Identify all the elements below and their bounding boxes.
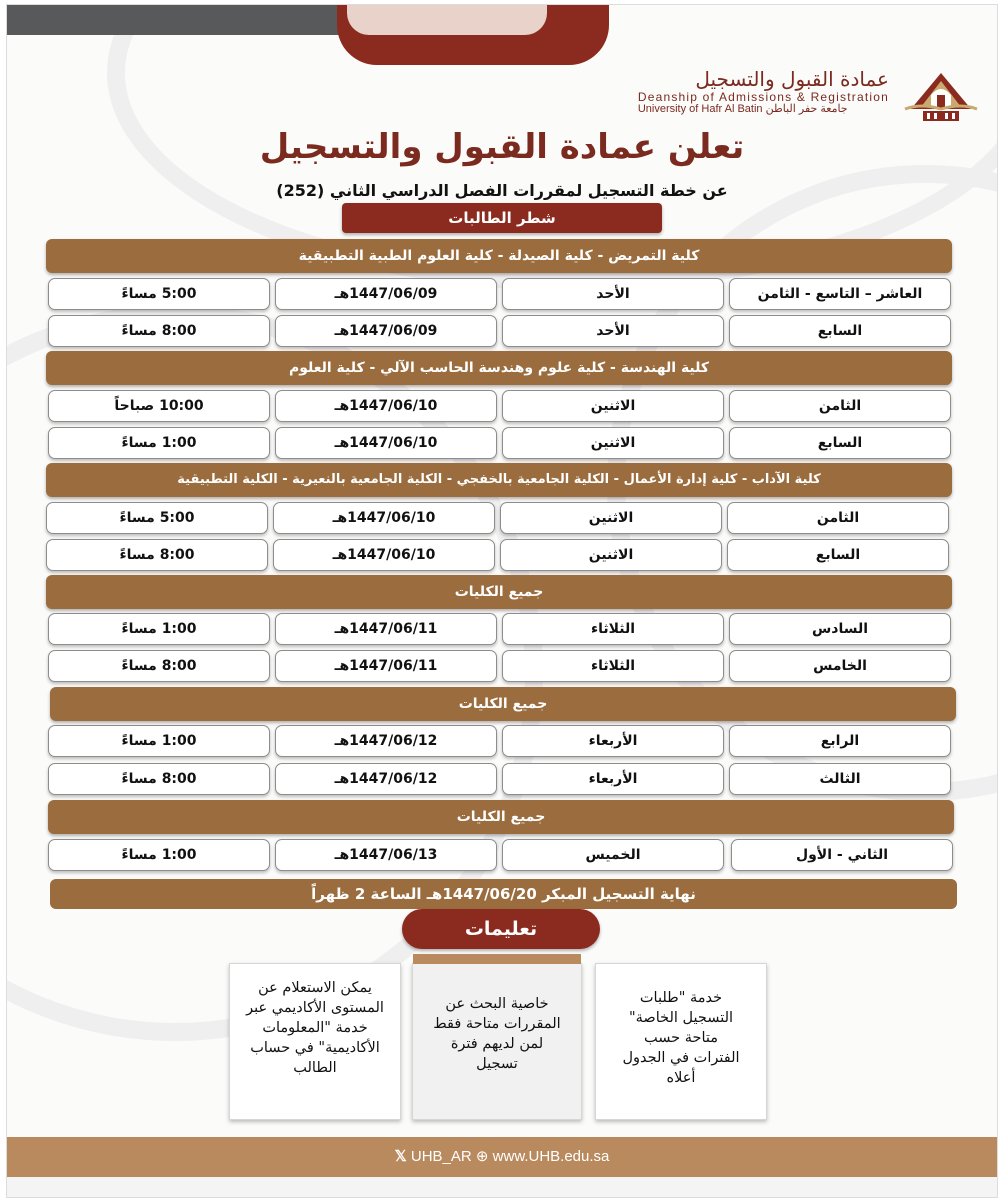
schedule-row (48, 725, 952, 757)
instructions-title: تعليمات (402, 909, 600, 949)
time-cell: 8:00 مساءً (48, 650, 270, 682)
card-accent (413, 954, 581, 964)
schedule-row (48, 427, 952, 459)
college-group-header: كلية الهندسة - كلية علوم وهندسة الحاسب الآلي - كلية العلوم (46, 351, 952, 385)
footer-bottom-strip (7, 1177, 997, 1197)
early-registration-end: نهاية التسجيل المبكر 1447/06/20هـ الساعة 2 ظهراً (50, 879, 957, 909)
college-group-header: جميع الكليات (48, 800, 954, 834)
date-cell: 1447/06/10هـ (273, 502, 495, 534)
time-cell: 1:00 مساءً (48, 839, 270, 871)
schedule-row (46, 539, 950, 571)
date-cell: 1447/06/09هـ (275, 278, 497, 310)
instruction-card (595, 963, 767, 1120)
x-social-icon[interactable]: 𝕏 (394, 1148, 407, 1165)
schedule-row (48, 613, 952, 645)
date-cell: 1447/06/13هـ (275, 839, 497, 871)
time-cell: 8:00 مساءً (48, 763, 270, 795)
website-link[interactable]: www.UHB.edu.sa (492, 1148, 610, 1165)
social-handle[interactable]: UHB_AR (410, 1148, 472, 1165)
time-cell: 1:00 مساءً (48, 613, 270, 645)
instruction-card (412, 963, 582, 1120)
footer-contact (7, 1147, 997, 1165)
day-cell: الأحد (502, 278, 724, 310)
day-cell: الاثنين (500, 539, 722, 571)
level-cell: السابع (729, 427, 951, 459)
date-cell: 1447/06/12هـ (275, 725, 497, 757)
level-cell: السابع (727, 539, 949, 571)
level-cell: السابع (729, 315, 951, 347)
level-cell: الثامن (729, 390, 951, 422)
day-cell: الثلاثاء (502, 650, 724, 682)
level-cell: الثاني - الأول (731, 839, 953, 871)
schedule-row (48, 315, 952, 347)
time-cell: 5:00 مساءً (46, 502, 268, 534)
time-cell: 1:00 مساءً (48, 427, 270, 459)
college-group-header: جميع الكليات (46, 575, 952, 609)
level-cell: الخامس (729, 650, 951, 682)
instruction-text: يمكن الاستعلام عن المستوى الأكاديمي عبر خدمة "المعلومات الأكاديمية" في حساب الطالب (246, 980, 384, 1076)
date-cell: 1447/06/11هـ (275, 613, 497, 645)
college-group-header: كلية التمريض - كلية الصيدلة - كلية العلوم الطبية التطبيقية (46, 239, 952, 273)
date-cell: 1447/06/11هـ (275, 650, 497, 682)
page-subtitle: عن خطة التسجيل لمقررات الفصل الدراسي الثاني (252) (276, 181, 728, 200)
time-cell: 8:00 مساءً (48, 315, 270, 347)
logo-english-name: Deanship of Admissions & Registration (637, 90, 889, 104)
top-tab-inner (347, 5, 547, 35)
instruction-text: خدمة "طلبات التسجيل الخاصة" متاحة حسب الفترات في الجدول أعلاه (622, 990, 740, 1086)
instruction-text: خاصية البحث عن المقررات متاحة فقط لمن لديهم فترة تسجيل (433, 996, 561, 1072)
instruction-card (229, 963, 401, 1120)
logo-university-name: University of Hafr Al Batin جامعة حفر الباطن (637, 103, 848, 115)
university-emblem-icon (901, 69, 981, 125)
date-cell: 1447/06/10هـ (275, 427, 497, 459)
level-cell: الثامن (727, 502, 949, 534)
globe-icon: ⊕ (475, 1148, 489, 1165)
schedule-row (48, 278, 952, 310)
university-logo (621, 67, 981, 127)
time-cell: 10:00 صباحاً (48, 390, 270, 422)
college-group-header: جميع الكليات (50, 687, 956, 721)
date-cell: 1447/06/10هـ (273, 539, 495, 571)
schedule-row (48, 763, 952, 795)
day-cell: الأربعاء (502, 725, 724, 757)
level-cell: الثالث (729, 763, 951, 795)
date-cell: 1447/06/09هـ (275, 315, 497, 347)
logo-arabic-name: عمادة القبول والتسجيل (695, 67, 889, 91)
time-cell: 1:00 مساءً (48, 725, 270, 757)
date-cell: 1447/06/12هـ (275, 763, 497, 795)
page-title: تعلن عمادة القبول والتسجيل (259, 127, 745, 167)
date-cell: 1447/06/10هـ (275, 390, 497, 422)
time-cell: 5:00 مساءً (48, 278, 270, 310)
level-cell: الرابع (729, 725, 951, 757)
day-cell: الثلاثاء (502, 613, 724, 645)
day-cell: الاثنين (502, 390, 724, 422)
day-cell: الأحد (502, 315, 724, 347)
page-frame (6, 4, 998, 1198)
day-cell: الأربعاء (502, 763, 724, 795)
level-cell: العاشر – التاسع - الثامن (729, 278, 951, 310)
day-cell: الاثنين (500, 502, 722, 534)
day-cell: الخميس (502, 839, 724, 871)
college-group-header: كلية الآداب - كلية إدارة الأعمال - الكلية الجامعية بالخفجي - الكلية الجامعية بالنعيرية - الكلية التطبيقية (46, 463, 952, 497)
level-cell: السادس (729, 613, 951, 645)
schedule-row (48, 650, 952, 682)
time-cell: 8:00 مساءً (46, 539, 268, 571)
section-label: شطر الطالبات (342, 203, 662, 233)
schedule-row (46, 502, 950, 534)
schedule-row (48, 839, 954, 871)
logo-text (638, 67, 889, 115)
day-cell: الاثنين (502, 427, 724, 459)
schedule-row (48, 390, 952, 422)
